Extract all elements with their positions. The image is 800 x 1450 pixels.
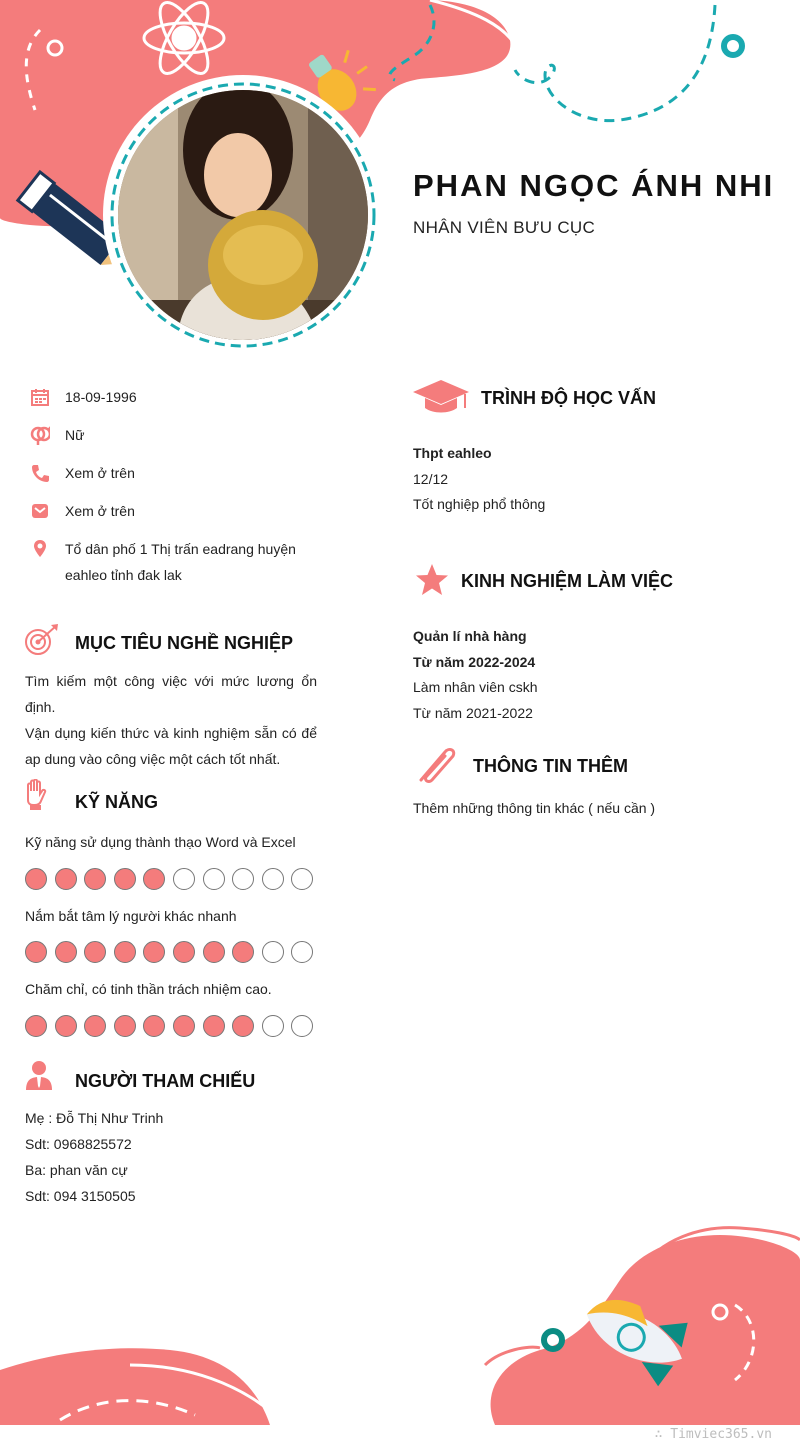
footer-decoration xyxy=(0,1200,800,1450)
skill-label: Nắm bắt tâm lý người khác nhanh xyxy=(25,908,237,924)
rating-dot-filled xyxy=(55,1015,77,1037)
rating-dot-filled xyxy=(25,1015,47,1037)
target-icon xyxy=(24,622,60,663)
rating-dot-empty xyxy=(203,868,225,890)
references-list xyxy=(25,1105,325,1209)
reference-line: Ba: phan văn cự xyxy=(25,1162,128,1178)
school-name: Thpt eahleo xyxy=(413,445,492,461)
job-title: NHÂN VIÊN BƯU CỤC xyxy=(413,218,596,237)
rating-dot-empty xyxy=(291,868,313,890)
gender-row xyxy=(30,425,325,448)
rating-dot-empty xyxy=(291,941,313,963)
rating-dot-filled xyxy=(25,868,47,890)
profile-photo-image xyxy=(118,90,368,340)
references-title: NGƯỜI THAM CHIẾU xyxy=(75,1071,256,1091)
education-title: TRÌNH ĐỘ HỌC VẤN xyxy=(481,388,656,408)
email-value: Xem ở trên xyxy=(65,503,135,519)
phone-icon xyxy=(30,463,50,483)
profile-photo xyxy=(118,90,368,340)
person-icon xyxy=(25,1059,53,1096)
address-value: Tổ dân phố 1 Thị trấn eadrang huyện eahleo tỉnh đak lak xyxy=(65,541,296,583)
objective-title: MỤC TIÊU NGHỀ NGHIỆP xyxy=(75,633,294,653)
school-grade: 12/12 xyxy=(413,470,449,487)
rating-dot-filled xyxy=(84,941,106,963)
rating-dot-filled xyxy=(114,1015,136,1037)
experience-role: Quản lí nhà hàng xyxy=(413,628,527,644)
objective-line-2: Vận dụng kiến thức và kinh nghiệm sẵn có để ap dung vào công việc một cách tốt nhất. xyxy=(25,725,317,767)
reference-line: Sdt: 0968825572 xyxy=(25,1136,132,1152)
rating-dot-filled xyxy=(203,941,225,963)
rating-dot-filled xyxy=(55,868,77,890)
birthdate-value: 18-09-1996 xyxy=(65,389,137,405)
experience-title: KINH NGHIỆM LÀM VIỆC xyxy=(461,571,674,591)
rating-dot-filled xyxy=(143,1015,165,1037)
education-result: Tốt nghiệp phổ thông xyxy=(413,496,546,512)
watermark: ∴ Timviec365.vn xyxy=(654,1427,772,1442)
rating-dot-empty xyxy=(291,1015,313,1037)
objective-line-1: Tìm kiếm một công việc với mức lương ổn định. xyxy=(25,673,317,715)
skill-label: Kỹ năng sử dụng thành thạo Word và Excel xyxy=(25,834,296,850)
email-row xyxy=(30,501,325,524)
rating-dot-filled xyxy=(203,1015,225,1037)
calendar-icon xyxy=(30,387,50,407)
phone-value: Xem ở trên xyxy=(65,465,135,481)
graduation-cap-icon xyxy=(413,378,469,421)
rating-dot-filled xyxy=(114,868,136,890)
email-icon xyxy=(30,501,50,521)
experience-period: Từ năm 2022-2024 xyxy=(413,653,536,670)
rating-dot-filled xyxy=(84,868,106,890)
skill-rating xyxy=(25,868,321,890)
rating-dot-filled xyxy=(84,1015,106,1037)
rating-dot-filled xyxy=(25,941,47,963)
gender-icon xyxy=(30,425,50,445)
objective-text xyxy=(25,668,317,772)
rating-dot-filled xyxy=(173,941,195,963)
rating-dot-empty xyxy=(173,868,195,890)
experience-details xyxy=(413,624,773,726)
star-icon xyxy=(414,563,450,602)
reference-line: Mẹ : Đỗ Thị Như Trinh xyxy=(25,1110,164,1126)
reference-line: Sdt: 094 3150505 xyxy=(25,1188,136,1204)
education-details xyxy=(413,441,773,518)
address-row xyxy=(30,539,325,588)
rating-dot-empty xyxy=(262,941,284,963)
experience-role: Làm nhân viên cskh xyxy=(413,679,538,695)
birthdate-row xyxy=(30,387,325,410)
rating-dot-empty xyxy=(232,868,254,890)
skill-label: Chăm chỉ, có tinh thần trách nhiệm cao. xyxy=(25,981,272,997)
phone-row xyxy=(30,463,325,486)
rating-dot-filled xyxy=(114,941,136,963)
candidate-name: PHAN NGỌC ÁNH NHI xyxy=(413,168,775,203)
skill-rating xyxy=(25,941,321,963)
rating-dot-filled xyxy=(232,941,254,963)
rating-dot-empty xyxy=(262,1015,284,1037)
skill-rating xyxy=(25,1015,321,1037)
skills-title: KỸ NĂNG xyxy=(75,792,159,812)
rating-dot-filled xyxy=(55,941,77,963)
experience-period: Từ năm 2021-2022 xyxy=(413,704,533,721)
rating-dot-filled xyxy=(143,941,165,963)
extra-title: THÔNG TIN THÊM xyxy=(473,756,628,776)
rating-dot-filled xyxy=(232,1015,254,1037)
rating-dot-filled xyxy=(143,868,165,890)
extra-text: Thêm những thông tin khác ( nếu cần ) xyxy=(413,800,656,816)
gender-value: Nữ xyxy=(65,427,85,443)
location-pin-icon xyxy=(30,539,50,559)
paperclip-icon xyxy=(415,744,459,791)
rating-dot-empty xyxy=(262,868,284,890)
rating-dot-filled xyxy=(173,1015,195,1037)
hand-icon xyxy=(24,779,48,816)
